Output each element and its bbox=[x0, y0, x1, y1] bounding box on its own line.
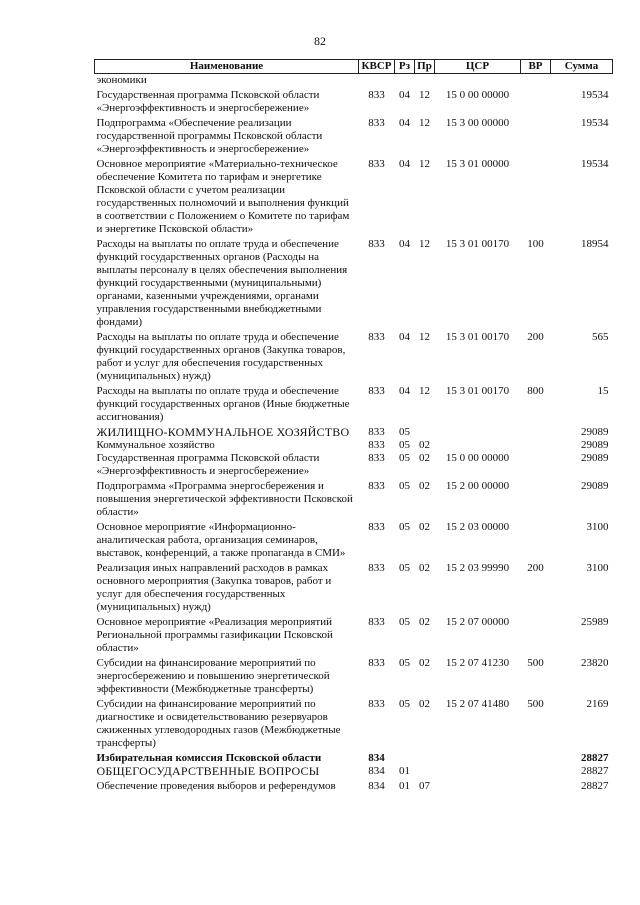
cell-rz: 04 bbox=[399, 117, 410, 129]
cell-pr: 12 bbox=[419, 331, 430, 343]
header-pr: Пр bbox=[415, 60, 435, 74]
cell-pr: 02 bbox=[419, 452, 430, 464]
cell-vr bbox=[521, 750, 551, 765]
table-row bbox=[95, 519, 613, 560]
cell-csr: 15 3 00 00000 bbox=[445, 117, 510, 129]
cell-kvsr: 833 bbox=[368, 331, 385, 343]
cell-vr bbox=[521, 115, 551, 156]
table-row bbox=[95, 156, 613, 236]
cell-name: ОБЩЕГОСУДАРСТВЕННЫЕ ВОПРОСЫ bbox=[96, 764, 320, 778]
cell-sum: 25989 bbox=[581, 616, 609, 628]
cell-rz: 05 bbox=[399, 480, 410, 492]
cell-sum: 2169 bbox=[586, 698, 609, 710]
cell-kvsr: 833 bbox=[368, 439, 385, 451]
cell-kvsr: 833 bbox=[368, 238, 385, 250]
table-row bbox=[95, 778, 613, 793]
cell-kvsr: 833 bbox=[368, 562, 385, 574]
table-header-row bbox=[95, 60, 613, 74]
cell-name: Основное мероприятие «Реализация мероприятий Региональной программы газификации Псковской области» bbox=[96, 616, 333, 654]
cell-pr: 02 bbox=[419, 562, 430, 574]
cell-csr: 15 3 01 00000 bbox=[445, 158, 510, 170]
cell-name: Подпрограмма «Обеспечение реализации государственной программы Псковской области «Энергоэффективность и энергосбережение» bbox=[96, 117, 323, 155]
cell-kvsr: 834 bbox=[368, 765, 385, 777]
cell-csr: 15 3 01 00170 bbox=[445, 385, 510, 397]
cell-kvsr: 833 bbox=[368, 158, 385, 170]
cell-csr bbox=[435, 439, 521, 452]
cell-csr: 15 2 03 00000 bbox=[445, 521, 510, 533]
cell-kvsr: 833 bbox=[368, 426, 385, 438]
cell-vr bbox=[521, 439, 551, 452]
table-row bbox=[95, 765, 613, 778]
cell-rz: 05 bbox=[399, 452, 410, 464]
cell-sum: 28827 bbox=[581, 780, 609, 792]
cell-name: Субсидии на финансирование мероприятий по энергосбережению и повышению энергетической эффективности (Межбюджетные трансферты) bbox=[96, 657, 330, 695]
cell-csr: 15 0 00 00000 bbox=[445, 89, 510, 101]
table-row bbox=[95, 478, 613, 519]
cell-rz: 05 bbox=[399, 521, 410, 533]
cell-pr: 02 bbox=[419, 439, 430, 451]
cell-pr: 12 bbox=[419, 117, 430, 129]
cell-sum: 23820 bbox=[581, 657, 609, 669]
cell-vr bbox=[521, 778, 551, 793]
cell-csr bbox=[435, 778, 521, 793]
cell-rz: 05 bbox=[399, 698, 410, 710]
cell-vr bbox=[521, 156, 551, 236]
cell-name: Государственная программа Псковской области «Энергоэффективность и энергосбережение» bbox=[96, 452, 320, 477]
cell-name: Расходы на выплаты по оплате труда и обеспечение функций государственных органов (Расходы на выплаты персоналу в целях обеспечения выполнения функций государственными (муниципальными) органами, казенными учреждениями, органами управления государственными внебюджетными фондами) bbox=[96, 238, 348, 328]
cell-kvsr: 833 bbox=[368, 657, 385, 669]
cell-pr bbox=[415, 750, 435, 765]
cell-pr bbox=[415, 74, 435, 88]
cell-pr: 07 bbox=[419, 780, 430, 792]
cell-rz: 04 bbox=[399, 385, 410, 397]
cell-vr: 200 bbox=[527, 331, 544, 343]
cell-rz: 05 bbox=[399, 439, 410, 451]
cell-vr bbox=[521, 424, 551, 439]
cell-name: Расходы на выплаты по оплате труда и обеспечение функций государственных органов (Закупка товаров, работ и услуг для обеспечения государственных (муниципальных) нужд) bbox=[96, 331, 346, 382]
cell-rz: 04 bbox=[399, 89, 410, 101]
cell-name: Избирательная комиссия Псковской области bbox=[96, 752, 322, 764]
cell-kvsr: 833 bbox=[368, 385, 385, 397]
cell-csr: 15 2 03 99990 bbox=[445, 562, 510, 574]
cell-pr: 02 bbox=[419, 521, 430, 533]
cell-name: экономики bbox=[96, 74, 147, 86]
cell-name: Расходы на выплаты по оплате труда и обеспечение функций государственных органов (Иные бюджетные ассигнования) bbox=[96, 385, 350, 423]
table-row bbox=[95, 696, 613, 750]
table-row bbox=[95, 439, 613, 452]
cell-name: Обеспечение проведения выборов и референдумов bbox=[96, 780, 336, 792]
cell-sum: 3100 bbox=[586, 562, 609, 574]
cell-csr: 15 2 07 41480 bbox=[445, 698, 510, 710]
cell-csr bbox=[435, 750, 521, 765]
cell-vr bbox=[521, 74, 551, 88]
cell-pr: 12 bbox=[419, 89, 430, 101]
table-row bbox=[95, 655, 613, 696]
cell-kvsr: 833 bbox=[368, 521, 385, 533]
cell-vr: 800 bbox=[527, 385, 544, 397]
table-row bbox=[95, 329, 613, 383]
header-csr: ЦСР bbox=[435, 60, 521, 74]
cell-pr bbox=[415, 424, 435, 439]
table-row bbox=[95, 750, 613, 765]
table-row bbox=[95, 424, 613, 439]
cell-name: Реализация иных направлений расходов в рамках основного мероприятия (Закупка товаров, работ и услуг для обеспечения государственных (муниципальных) нужд) bbox=[96, 562, 332, 613]
cell-csr bbox=[435, 424, 521, 439]
cell-vr: 200 bbox=[527, 562, 544, 574]
cell-csr: 15 3 01 00170 bbox=[445, 238, 510, 250]
cell-vr: 100 bbox=[527, 238, 544, 250]
cell-vr bbox=[521, 519, 551, 560]
page-number: 82 bbox=[314, 34, 326, 48]
cell-pr: 12 bbox=[419, 238, 430, 250]
table-row bbox=[95, 74, 613, 88]
cell-kvsr: 833 bbox=[368, 480, 385, 492]
cell-pr: 02 bbox=[419, 616, 430, 628]
cell-rz: 05 bbox=[399, 562, 410, 574]
header-sum: Сумма bbox=[551, 60, 613, 74]
cell-sum: 15 bbox=[597, 385, 609, 397]
cell-rz bbox=[395, 74, 415, 88]
cell-rz: 04 bbox=[399, 238, 410, 250]
cell-rz bbox=[395, 750, 415, 765]
table-row bbox=[95, 236, 613, 329]
cell-vr bbox=[521, 765, 551, 778]
cell-rz: 05 bbox=[399, 616, 410, 628]
cell-kvsr: 833 bbox=[368, 616, 385, 628]
table-row bbox=[95, 452, 613, 478]
cell-vr bbox=[521, 452, 551, 478]
cell-vr bbox=[521, 478, 551, 519]
cell-csr bbox=[435, 74, 521, 88]
cell-vr bbox=[521, 87, 551, 115]
table-body bbox=[95, 74, 613, 794]
cell-rz: 04 bbox=[399, 158, 410, 170]
cell-name: Коммунальное хозяйство bbox=[96, 439, 215, 451]
cell-pr: 12 bbox=[419, 385, 430, 397]
cell-rz: 04 bbox=[399, 331, 410, 343]
cell-kvsr: 833 bbox=[368, 698, 385, 710]
cell-sum: 19534 bbox=[581, 158, 609, 170]
cell-sum: 565 bbox=[592, 331, 609, 343]
cell-sum: 28827 bbox=[581, 752, 609, 764]
cell-rz: 01 bbox=[399, 780, 410, 792]
cell-name: Государственная программа Псковской области «Энергоэффективность и энергосбережение» bbox=[96, 89, 320, 114]
table-row bbox=[95, 383, 613, 424]
budget-table bbox=[94, 59, 613, 793]
cell-sum: 29089 bbox=[581, 439, 609, 451]
cell-name: Субсидии на финансирование мероприятий по диагностике и освидетельствованию резервуаров сжиженных углеводородных газов (Межбюджетные трансферты) bbox=[96, 698, 341, 749]
header-rz: Рз bbox=[395, 60, 415, 74]
cell-kvsr bbox=[359, 74, 395, 88]
table-row bbox=[95, 560, 613, 614]
cell-sum: 29089 bbox=[581, 480, 609, 492]
cell-name: Основное мероприятие «Информационно-аналитическая работа, организация семинаров, выставок, конференций, а также пропаганда в СМИ» bbox=[96, 521, 346, 559]
cell-rz: 01 bbox=[399, 765, 410, 777]
table-row bbox=[95, 115, 613, 156]
cell-rz: 05 bbox=[399, 657, 410, 669]
cell-sum: 28827 bbox=[581, 765, 609, 777]
cell-sum: 29089 bbox=[581, 452, 609, 464]
header-kvsr: КВСР bbox=[359, 60, 395, 74]
cell-csr: 15 2 00 00000 bbox=[445, 480, 510, 492]
table-row bbox=[95, 87, 613, 115]
cell-kvsr: 833 bbox=[368, 452, 385, 464]
cell-pr: 02 bbox=[419, 698, 430, 710]
cell-kvsr: 833 bbox=[368, 89, 385, 101]
cell-kvsr: 834 bbox=[368, 780, 385, 792]
header-vr: ВР bbox=[521, 60, 551, 74]
cell-vr: 500 bbox=[527, 657, 544, 669]
cell-sum: 18954 bbox=[581, 238, 609, 250]
cell-name: ЖИЛИЩНО-КОММУНАЛЬНОЕ ХОЗЯЙСТВО bbox=[96, 425, 350, 439]
cell-pr: 12 bbox=[419, 158, 430, 170]
cell-csr: 15 0 00 00000 bbox=[445, 452, 510, 464]
cell-rz: 05 bbox=[399, 426, 410, 438]
cell-pr: 02 bbox=[419, 657, 430, 669]
cell-sum: 29089 bbox=[581, 426, 609, 438]
cell-vr: 500 bbox=[527, 698, 544, 710]
cell-vr bbox=[521, 614, 551, 655]
cell-kvsr: 833 bbox=[368, 117, 385, 129]
cell-csr: 15 2 07 00000 bbox=[445, 616, 510, 628]
table-row bbox=[95, 614, 613, 655]
cell-name: Подпрограмма «Программа энергосбережения и повышения энергетической эффективности Псковской области» bbox=[96, 480, 353, 518]
cell-csr: 15 2 07 41230 bbox=[445, 657, 510, 669]
cell-pr bbox=[415, 765, 435, 778]
cell-sum: 19534 bbox=[581, 89, 609, 101]
cell-csr: 15 3 01 00170 bbox=[445, 331, 510, 343]
header-name: Наименование bbox=[95, 60, 359, 74]
cell-kvsr: 834 bbox=[368, 752, 385, 764]
cell-pr: 02 bbox=[419, 480, 430, 492]
cell-csr bbox=[435, 765, 521, 778]
cell-sum bbox=[551, 74, 613, 88]
cell-name: Основное мероприятие «Материально-техническое обеспечение Комитета по тарифам и энергетике Псковской области с учетом реализации государственных полномочий и выполнения функций в соответствии с Положением о Комитете по тарифам и энергетике Псковской области» bbox=[96, 158, 350, 235]
cell-sum: 19534 bbox=[581, 117, 609, 129]
cell-sum: 3100 bbox=[586, 521, 609, 533]
